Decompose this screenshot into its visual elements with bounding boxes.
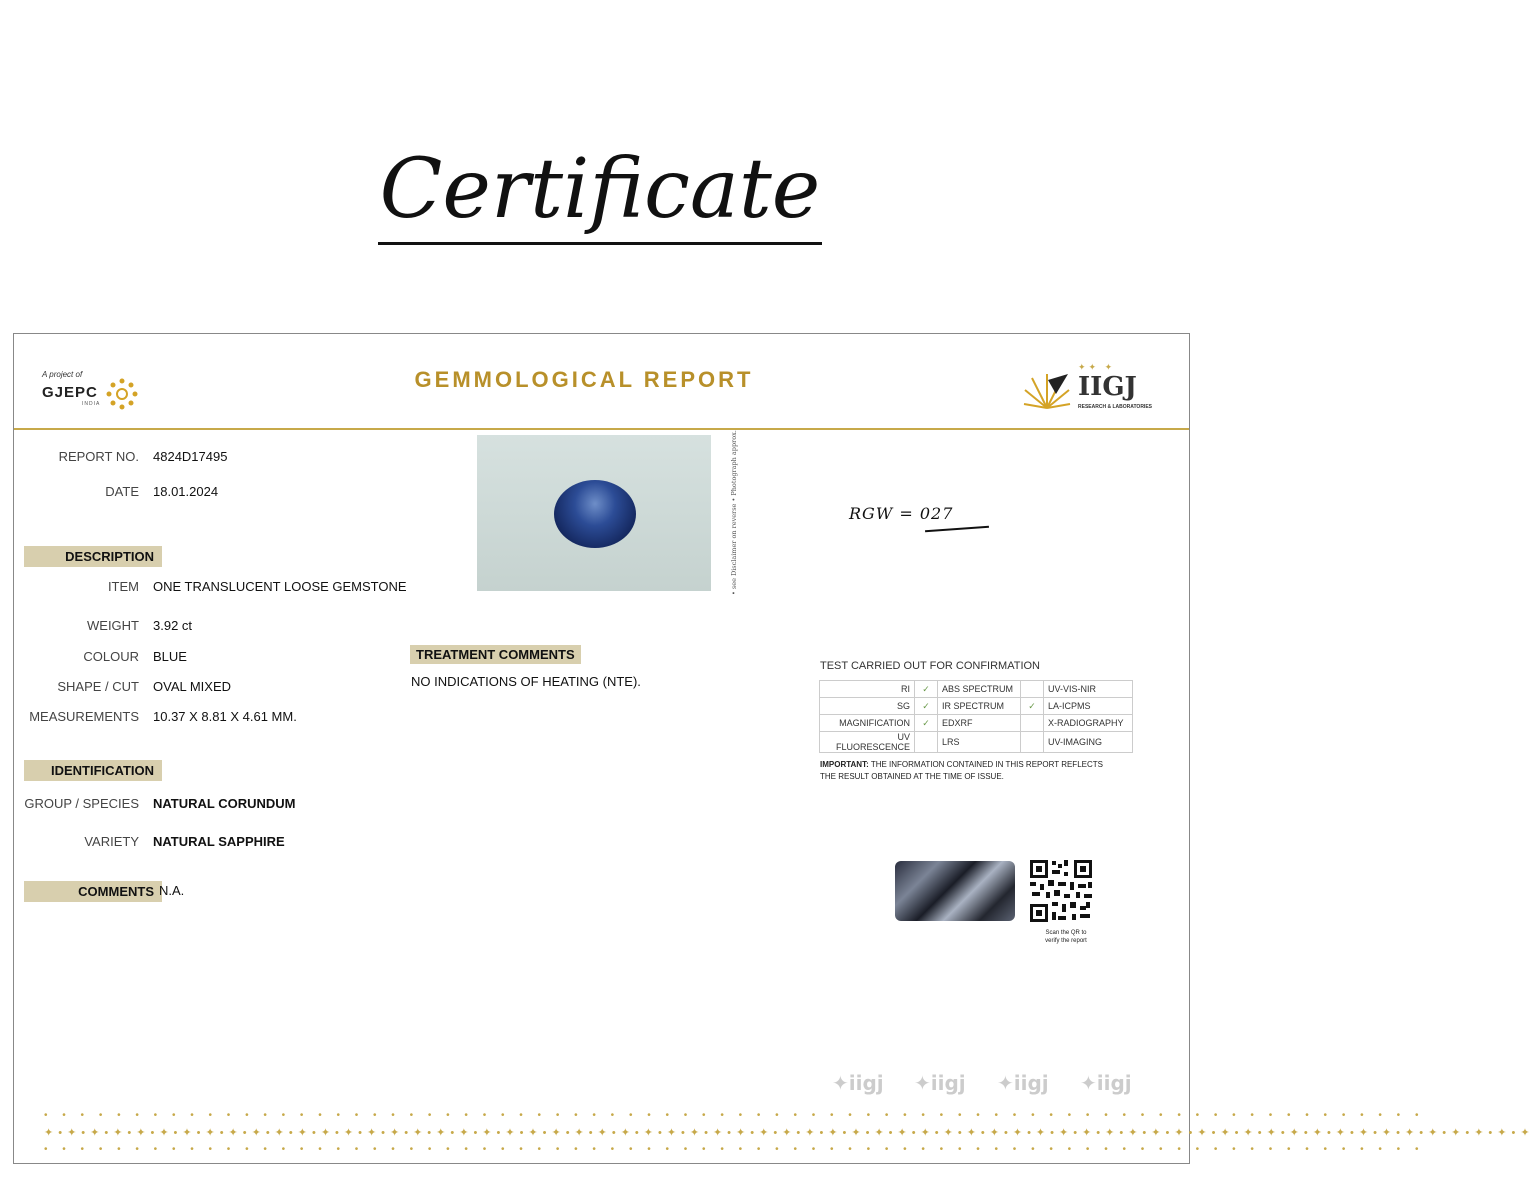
date-label: DATE bbox=[105, 484, 139, 499]
item-value: ONE TRANSLUCENT LOOSE GEMSTONE bbox=[153, 579, 407, 594]
treatment-value: NO INDICATIONS OF HEATING (NTE). bbox=[411, 674, 641, 689]
gjepc-tagline: A project of bbox=[42, 370, 83, 379]
check-icon bbox=[1021, 732, 1044, 753]
check-icon: ✓ bbox=[915, 681, 938, 698]
tests-title: TEST CARRIED OUT FOR CONFIRMATION bbox=[820, 660, 1041, 672]
comments-value: N.A. bbox=[159, 883, 185, 898]
important-note bbox=[820, 759, 1110, 783]
iigj-sub: RESEARCH & LABORATORIES bbox=[1078, 404, 1152, 410]
test-name: LRS bbox=[938, 732, 1021, 753]
check-icon bbox=[1021, 681, 1044, 698]
important-label: IMPORTANT: bbox=[820, 760, 869, 769]
variety-value: NATURAL SAPPHIRE bbox=[153, 834, 285, 849]
tests-row bbox=[820, 698, 1133, 715]
test-name: MAGNIFICATION bbox=[820, 715, 915, 732]
group-value: NATURAL CORUNDUM bbox=[153, 796, 296, 811]
test-name: UV FLUORESCENCE bbox=[820, 732, 915, 753]
tests-row bbox=[820, 715, 1133, 732]
variety-label: VARIETY bbox=[84, 834, 139, 849]
footer-dot-border: • • • • • • • • • • • • • • • • • • • • • • • • • • • • • • • • • • • • • • • • • • • • • • • • • • • • • • • • • • • • • • • • • • • • • • • • • • • • bbox=[44, 1110, 1425, 1121]
qr-caption: Scan the QR to verify the report bbox=[1045, 930, 1087, 944]
footer-star-border: ✦•✦•✦•✦•✦•✦•✦•✦•✦•✦•✦•✦•✦•✦•✦•✦•✦•✦•✦•✦•✦•✦•✦•✦•✦•✦•✦•✦•✦•✦•✦•✦•✦•✦•✦•✦•✦•✦•✦•✦•✦•✦•✦•✦•✦•✦•✦•✦•✦•✦•✦•✦•✦•✦•✦•✦•✦•✦•✦•✦•✦•✦•✦•✦•✦ bbox=[44, 1127, 1535, 1139]
handwritten-underline bbox=[925, 526, 989, 532]
important-text: THE INFORMATION CONTAINED IN THIS REPORT REFLECTS THE RESULT OBTAINED AT THE TIME OF ISSUE. bbox=[820, 760, 1103, 781]
hologram-seal bbox=[895, 861, 1015, 921]
check-icon bbox=[915, 732, 938, 753]
check-icon: ✓ bbox=[915, 715, 938, 732]
weight-value: 3.92 ct bbox=[153, 618, 193, 633]
shape-label: SHAPE / CUT bbox=[57, 679, 139, 694]
photo-note: • see Disclaimer on reverse • Photograph approx. bbox=[730, 430, 738, 595]
weight-label: WEIGHT bbox=[87, 618, 139, 633]
iigj-watermark: ✦iigj bbox=[832, 1071, 884, 1095]
handwritten-note: RGW = 027 bbox=[849, 504, 954, 523]
check-icon: ✓ bbox=[915, 698, 938, 715]
test-name: UV-VIS-NIR bbox=[1044, 681, 1133, 698]
tests-row bbox=[820, 732, 1133, 753]
iigj-name: IIGJ bbox=[1078, 372, 1137, 402]
iigj-sunburst-icon bbox=[1022, 368, 1072, 412]
gemstone-photo bbox=[477, 435, 711, 591]
iigj-watermark: ✦iigj bbox=[914, 1071, 966, 1095]
iigj-watermark: ✦iigj bbox=[997, 1071, 1049, 1095]
colour-value: BLUE bbox=[153, 649, 187, 664]
iigj-watermark: ✦iigj bbox=[1080, 1071, 1132, 1095]
check-icon: ✓ bbox=[1021, 698, 1044, 715]
colour-label: COLOUR bbox=[83, 649, 139, 664]
gjepc-emblem-icon bbox=[106, 378, 138, 410]
tests-table bbox=[819, 680, 1133, 753]
heading-text: Certificate bbox=[378, 140, 823, 245]
iigj-stars: ✦✦ ✦ bbox=[1078, 362, 1116, 372]
header-divider bbox=[14, 428, 1189, 430]
tests-row bbox=[820, 681, 1133, 698]
test-name: ABS SPECTRUM bbox=[938, 681, 1021, 698]
qr-code-icon[interactable] bbox=[1028, 858, 1094, 924]
measurements-label: MEASUREMENTS bbox=[29, 709, 139, 724]
treatment-tag: TREATMENT COMMENTS bbox=[410, 645, 581, 664]
test-name: RI bbox=[820, 681, 915, 698]
report-no: 4824D17495 bbox=[153, 449, 228, 464]
description-tag: DESCRIPTION bbox=[24, 546, 162, 567]
gjepc-sub: INDIA bbox=[82, 401, 101, 407]
shape-value: OVAL MIXED bbox=[153, 679, 232, 694]
heading bbox=[0, 140, 1200, 245]
certificate-sheet bbox=[13, 333, 1535, 1164]
gjepc-name: GJEPC bbox=[42, 384, 98, 401]
footer-dot-border: • • • • • • • • • • • • • • • • • • • • • • • • • • • • • • • • • • • • • • • • • • • • • • • • • • • • • • • • • • • • • • • • • • • • • • • • • • • • bbox=[44, 1144, 1425, 1155]
photo-note-wrap bbox=[730, 430, 744, 595]
item-label: ITEM bbox=[107, 579, 139, 594]
identification-tag: IDENTIFICATION bbox=[24, 760, 162, 781]
sapphire-gem bbox=[554, 480, 636, 548]
measurements-value: 10.37 X 8.81 X 4.61 MM. bbox=[153, 709, 297, 724]
test-name: LA-ICPMS bbox=[1044, 698, 1133, 715]
test-name: UV-IMAGING bbox=[1044, 732, 1133, 753]
test-name: EDXRF bbox=[938, 715, 1021, 732]
date-value: 18.01.2024 bbox=[153, 484, 219, 499]
test-name: SG bbox=[820, 698, 915, 715]
test-name: X-RADIOGRAPHY bbox=[1044, 715, 1133, 732]
comments-tag: COMMENTS bbox=[24, 881, 162, 902]
group-label: GROUP / SPECIES bbox=[24, 796, 139, 811]
report-title: GEMMOLOGICAL REPORT bbox=[414, 367, 754, 392]
report-no-label: REPORT NO. bbox=[58, 449, 139, 464]
check-icon bbox=[1021, 715, 1044, 732]
test-name: IR SPECTRUM bbox=[938, 698, 1021, 715]
